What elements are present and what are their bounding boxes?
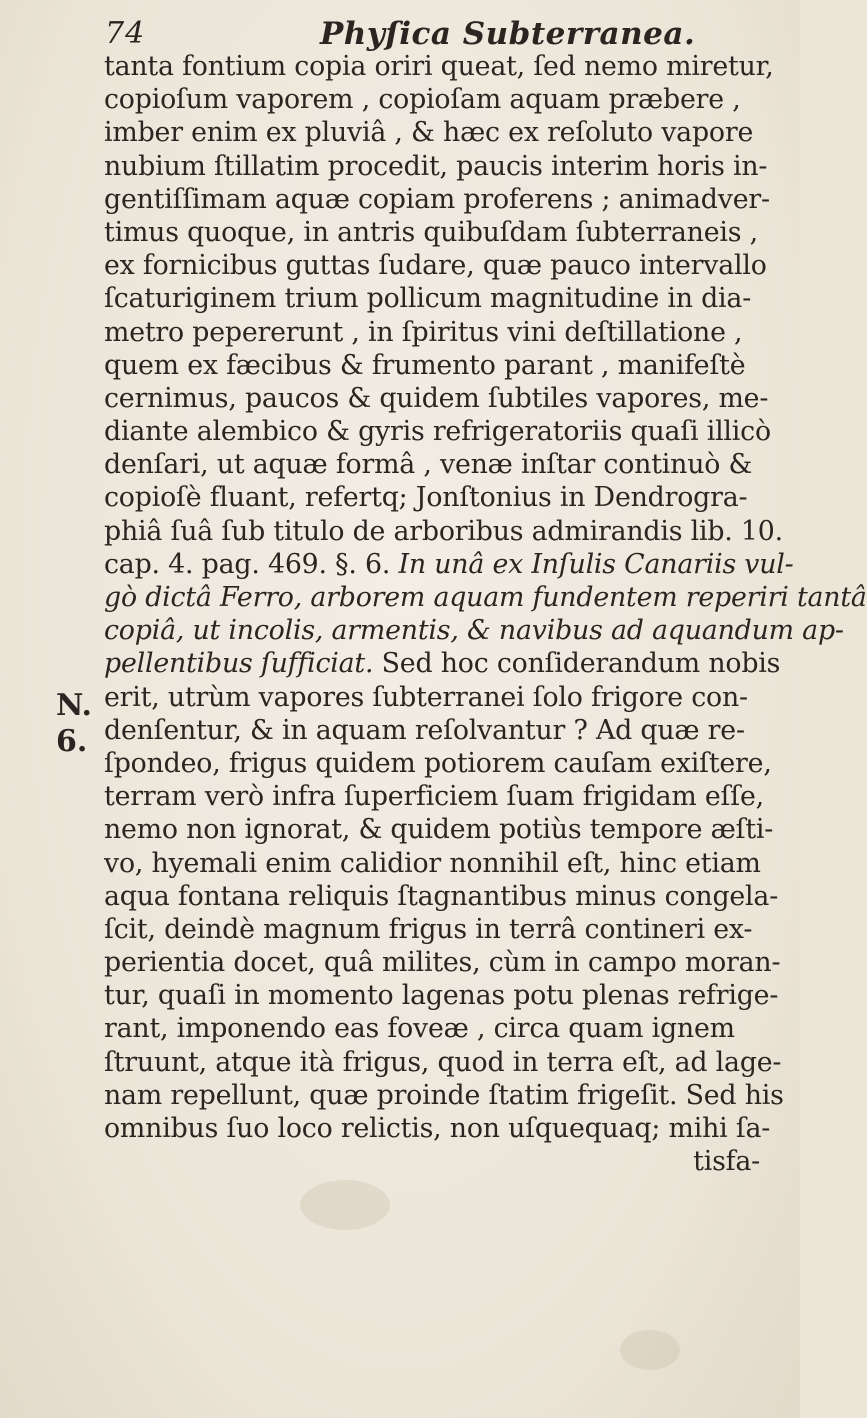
running-head: Phyſica Subterranea. — [320, 16, 696, 52]
quotation-italic: pellentibus ſufficiat. — [104, 648, 374, 680]
margin-note-letter: N. — [56, 688, 92, 723]
text-line: tur, quaſi in momento lagenas potu plenas refrige- — [104, 980, 779, 1012]
text-line: nubium ſtillatim procedit, paucis interim horis in- — [104, 150, 768, 182]
text-line: ſcaturiginem trium pollicum magnitudine in dia- — [104, 283, 752, 315]
catchword: tisfa- — [693, 1146, 760, 1178]
quotation-line: gò dictâ Ferro, arborem aquam fundentem reperiri tantâ — [104, 582, 867, 613]
text-line: denſari, ut aquæ formâ , venæ inſtar continuò & — [104, 449, 753, 481]
text-line: rant, imponendo eas foveæ , circa quam ignem — [104, 1013, 735, 1045]
text-line: cap. 4. pag. 469. §. 6. In unâ ex Inſulis Canariis vul- — [104, 548, 794, 580]
margin-note-number: 6. — [56, 724, 88, 759]
text-line: diante alembico & gyris refrigeratoriis quaſi illicò — [104, 416, 771, 448]
margin-note — [56, 688, 96, 760]
text-line: copioſè fluant, refertq; Jonſtonius in Dendrogra- — [104, 482, 748, 514]
text-line: omnibus ſuo loco relictis, non uſquequaq; mihi ſa- — [104, 1113, 771, 1144]
text-line: timus quoque, in antris quibuſdam ſubterraneis , — [104, 216, 758, 248]
text-line: perientia docet, quâ milites, cùm in campo moran- — [104, 947, 781, 979]
text-line: gentiſſimam aquæ copiam proferens ; animadver- — [104, 183, 770, 215]
page-number: 74 — [105, 16, 146, 51]
quotation-italic: In unâ ex Inſulis Canariis vul- — [398, 548, 794, 580]
paper-stain — [300, 1180, 390, 1230]
text-line: imber enim ex pluviâ , & hæc ex reſoluto vapore — [104, 117, 754, 149]
text-line: denſentur, & in aquam reſolvantur ? Ad quæ re- — [104, 714, 745, 746]
body-text — [104, 50, 867, 1178]
text-line: ſpondeo, frigus quidem potiorem cauſam exiſtere, — [104, 747, 772, 779]
text-line: ſtruunt, atque ità frigus, quod in terra eſt, ad lage- — [104, 1046, 782, 1078]
paper-stain — [620, 1330, 680, 1370]
text-line: copioſum vaporem , copioſam aquam præbere , — [104, 84, 741, 116]
text-line: aqua fontana reliquis ſtagnantibus minus congela- — [104, 880, 779, 912]
text-line: pellentibus ſufficiat. Sed hoc conſiderandum nobis — [104, 648, 781, 680]
text-line: vo, hyemali enim calidior nonnihil eſt, hinc etiam — [104, 847, 761, 879]
text-line: cernimus, paucos & quidem ſubtiles vapores, me- — [104, 382, 769, 414]
text-line: erit, utrùm vapores ſubterranei ſolo frigore con- — [104, 681, 748, 713]
text-line: phiâ ſuâ ſub titulo de arboribus admirandis lib. 10. — [104, 515, 783, 547]
text-line: metro pepererunt , in ſpiritus vini deſtillatione , — [104, 316, 743, 348]
text-line: ſcit, deindè magnum frigus in terrâ contineri ex- — [104, 913, 753, 945]
text-line: terram verò infra ſuperficiem ſuam frigidam eſſe, — [104, 781, 764, 813]
quotation-line: copiâ, ut incolis, armentis, & navibus ad aquandum ap- — [104, 615, 844, 647]
text-line: nam repellunt, quæ proinde ſtatim frigeſit. Sed his — [104, 1079, 784, 1111]
text-line: tanta fontium copia oriri queat, ſed nemo miretur, — [104, 51, 774, 82]
text-line: quem ex fæcibus & frumento parant , manifeſtè — [104, 349, 746, 381]
text-line: ex fornicibus guttas ſudare, quæ pauco intervallo — [104, 250, 767, 282]
text-line: nemo non ignorat, & quidem potiùs tempore æſti- — [104, 814, 774, 846]
